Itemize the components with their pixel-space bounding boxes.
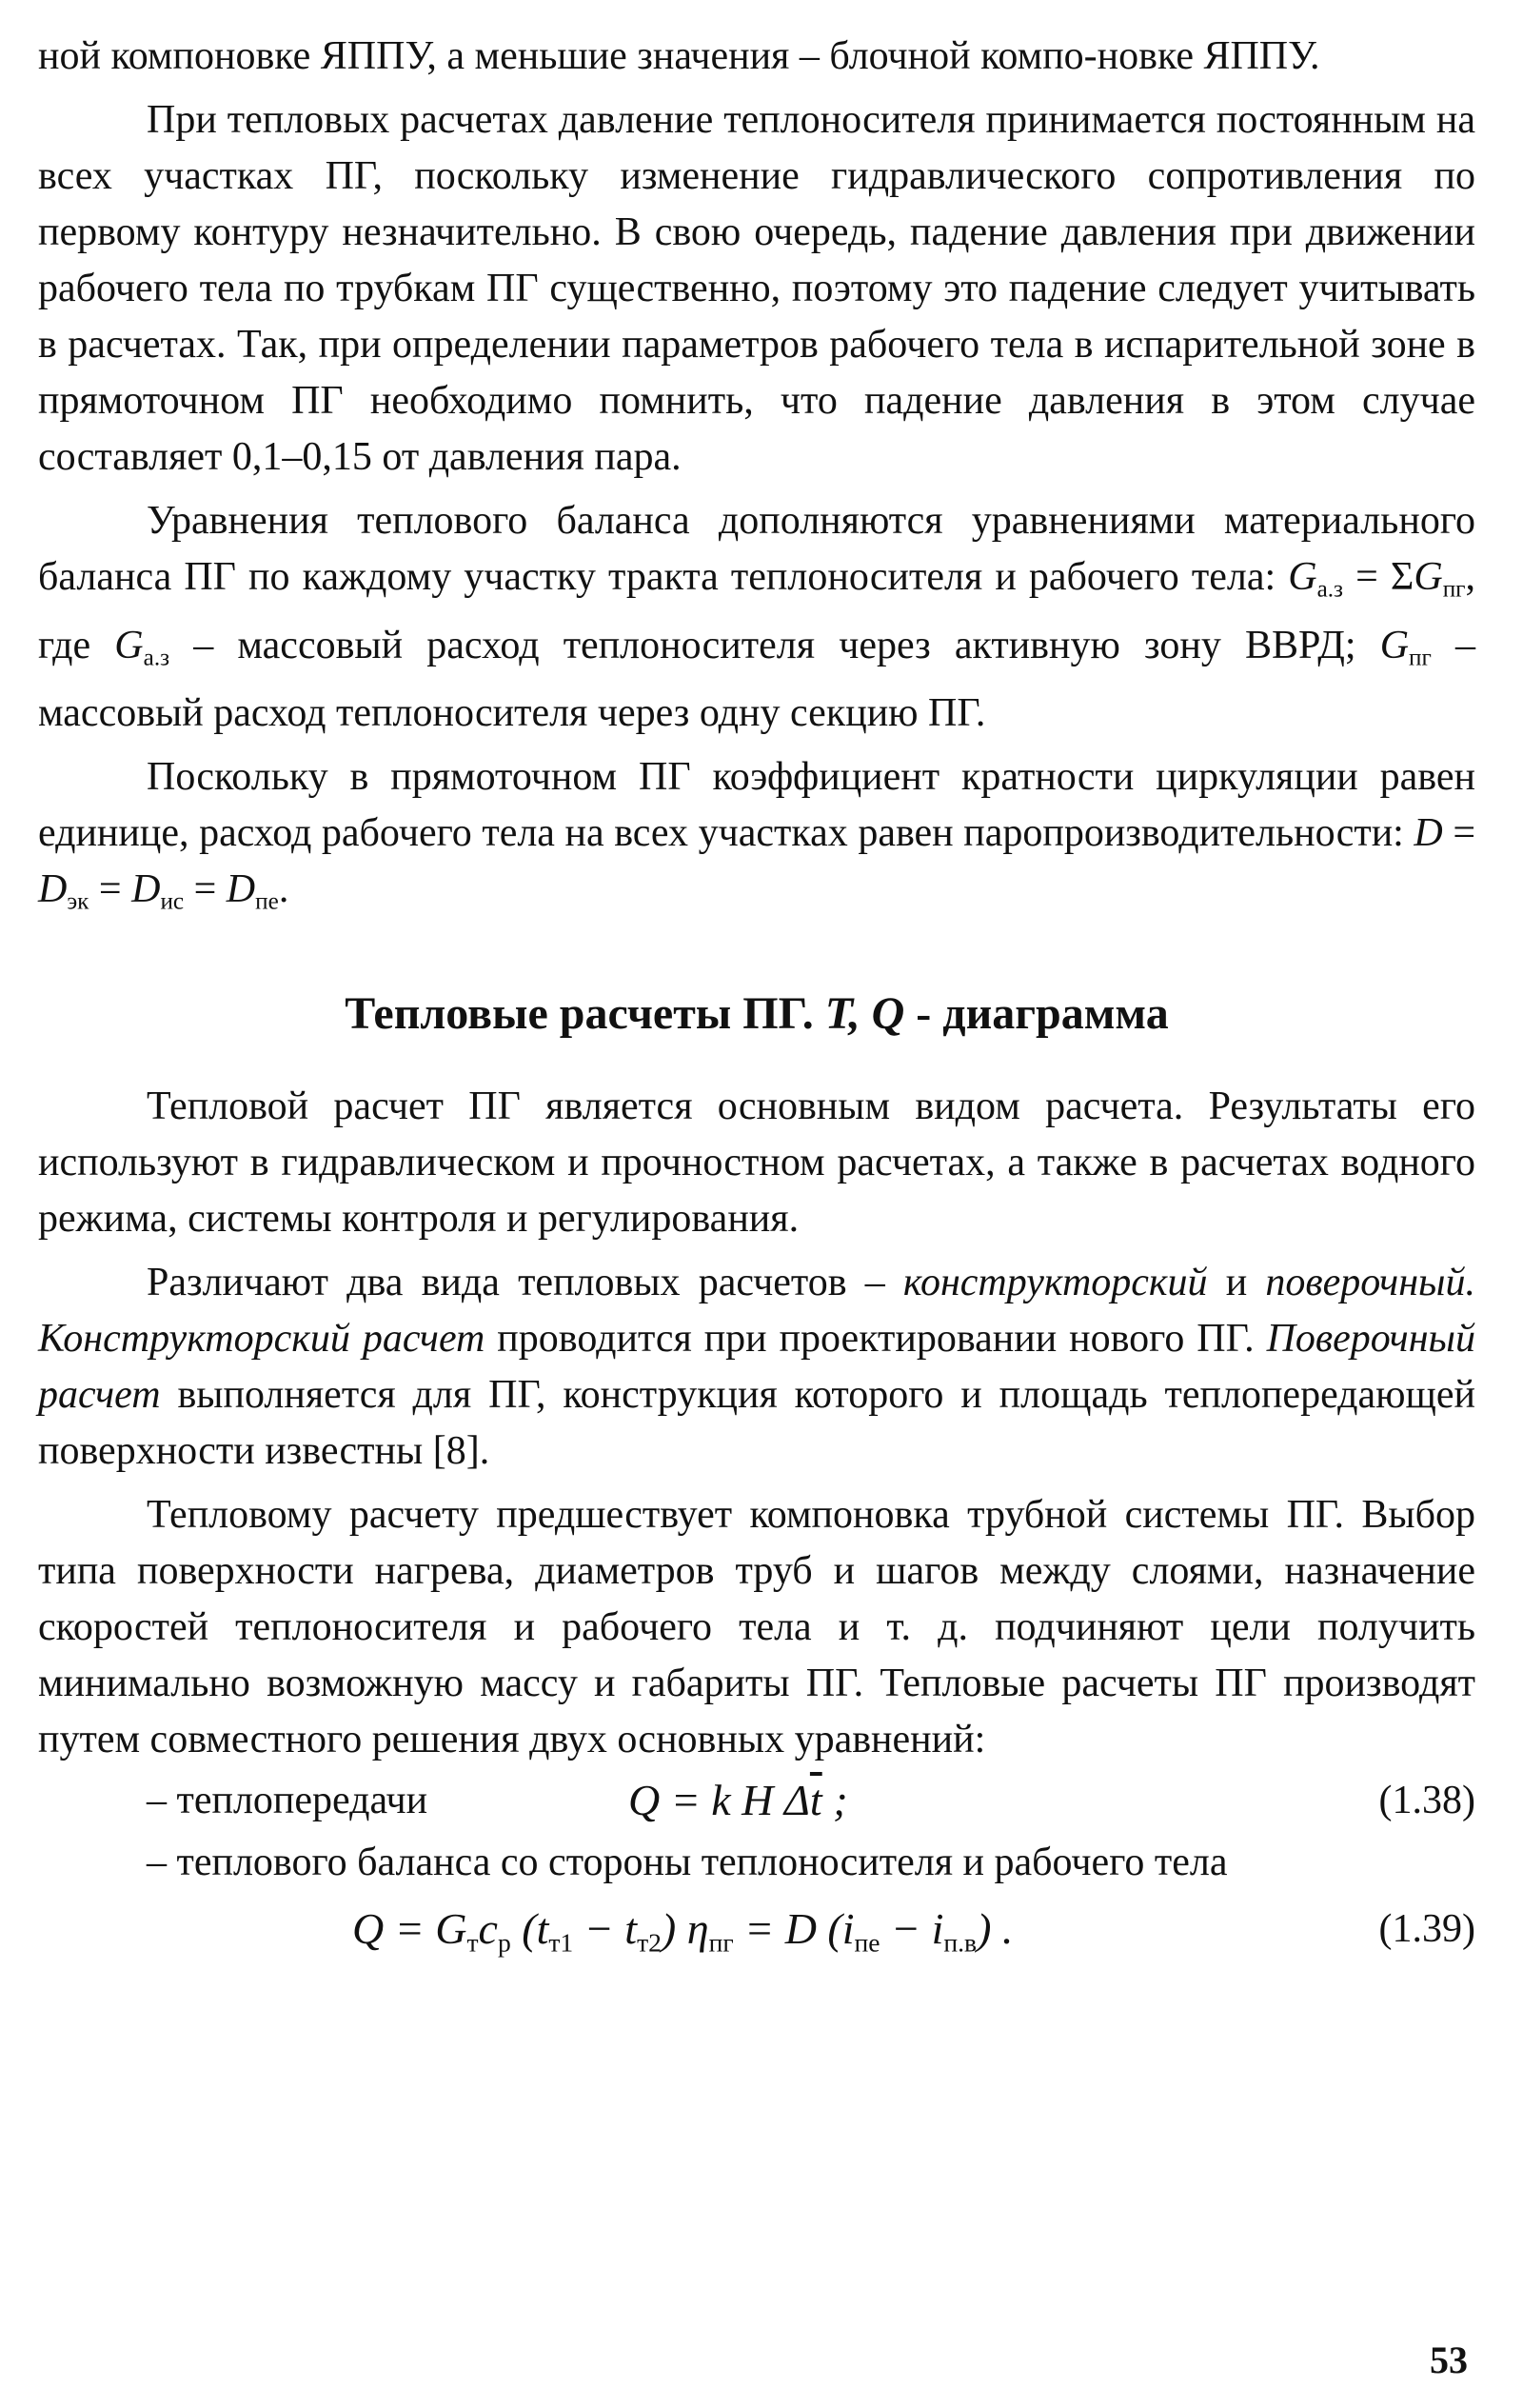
paragraph-layout: Тепловому расчету предшествует компоновка трубной системы ПГ. Выбор типа поверхности нагрева, диаметров труб и шагов между слоями, назначение скоростей теплоносителя и рабочего тела и т. д. подчиняют цели получить минимально возможную массу и габариты ПГ. Тепловые расчеты ПГ производят путем совместного решения двух основных уравнений: (38, 1492, 1475, 1761)
paragraph-pressure: При тепловых расчетах давление теплоносителя принимается постоянным на всех участках ПГ, поскольку изменение гидравлического сопротивления по первому контуру незначительно. В свою очередь, падение давления при движении рабочего тела по трубкам ПГ существенно, поэтому это падение следует учитывать в расчетах. Так, при определении параметров рабочего тела в испарительной зоне в прямоточном ПГ необходимо помнить, что падение давления в этом случае составляет 0,1–0,15 от давления пара. (38, 98, 1475, 479)
paragraph-circulation: Поскольку в прямоточном ПГ коэффициент кратности циркуляции равен единице, расход рабочего тела на всех участках равен паропроизводительности: $D = D_{эк} = D_{ис} = D_{пе}$. (38, 755, 1475, 915)
equation-expression: $Q = G_тc_p$ $(t_{т1} - t_{т2}) \eta_{пг} = D$ $(i_{пе} - i_{п.в})$ . (352, 1903, 1014, 1957)
equation-1-39 (38, 1892, 1475, 1966)
paragraph-material-balance: Уравнения теплового баланса дополняются уравнениями материального баланса ПГ по каждому участку тракта теплоносителя и рабочего тела: $G_{а.з} = \Sigma G_{пг}$, где $G_{а.з}$ – массовый расход теплоносителя через активную зону ВВРД; $G_{пг}$ – массовый расход теплоносителя через одну секцию ПГ. (38, 499, 1475, 736)
equation-expression: Q = k H $\Delta\overline{t}$ ; (628, 1775, 848, 1824)
equation-label: – теплопередачи (147, 1778, 428, 1822)
paragraph-calc-types: Различают два вида тепловых расчетов – конструкторский и поверочный. Конструкторский расчет проводится при проектировании нового ПГ. Поверочный расчет выполняется для ПГ, конструкция которого и площадь теплопередающей поверхности известны [8]. (38, 1260, 1475, 1473)
document-page (38, 29, 1475, 2371)
equation-1-38 (38, 1768, 1475, 1833)
equation-number: (1.38) (1378, 1778, 1475, 1822)
page-number: 53 (1430, 2338, 1468, 2381)
equation-number: (1.39) (1378, 1906, 1475, 1951)
paragraph-continuation: ной компоновке ЯППУ, а меньшие значения – блочной компо-новке ЯППУ. (38, 34, 1320, 78)
paragraph-thermal-calc: Тепловой расчет ПГ является основным видом расчета. Результаты его используют в гидравлическом и прочностном расчетах, а также в расчетах водного режима, системы контроля и регулирования. (38, 1084, 1475, 1241)
section-heading: Тепловые расчеты ПГ. T, Q - диаграмма (345, 987, 1169, 1039)
paragraph-balance-label: – теплового баланса со стороны теплоносителя и рабочего тела (147, 1840, 1228, 1884)
